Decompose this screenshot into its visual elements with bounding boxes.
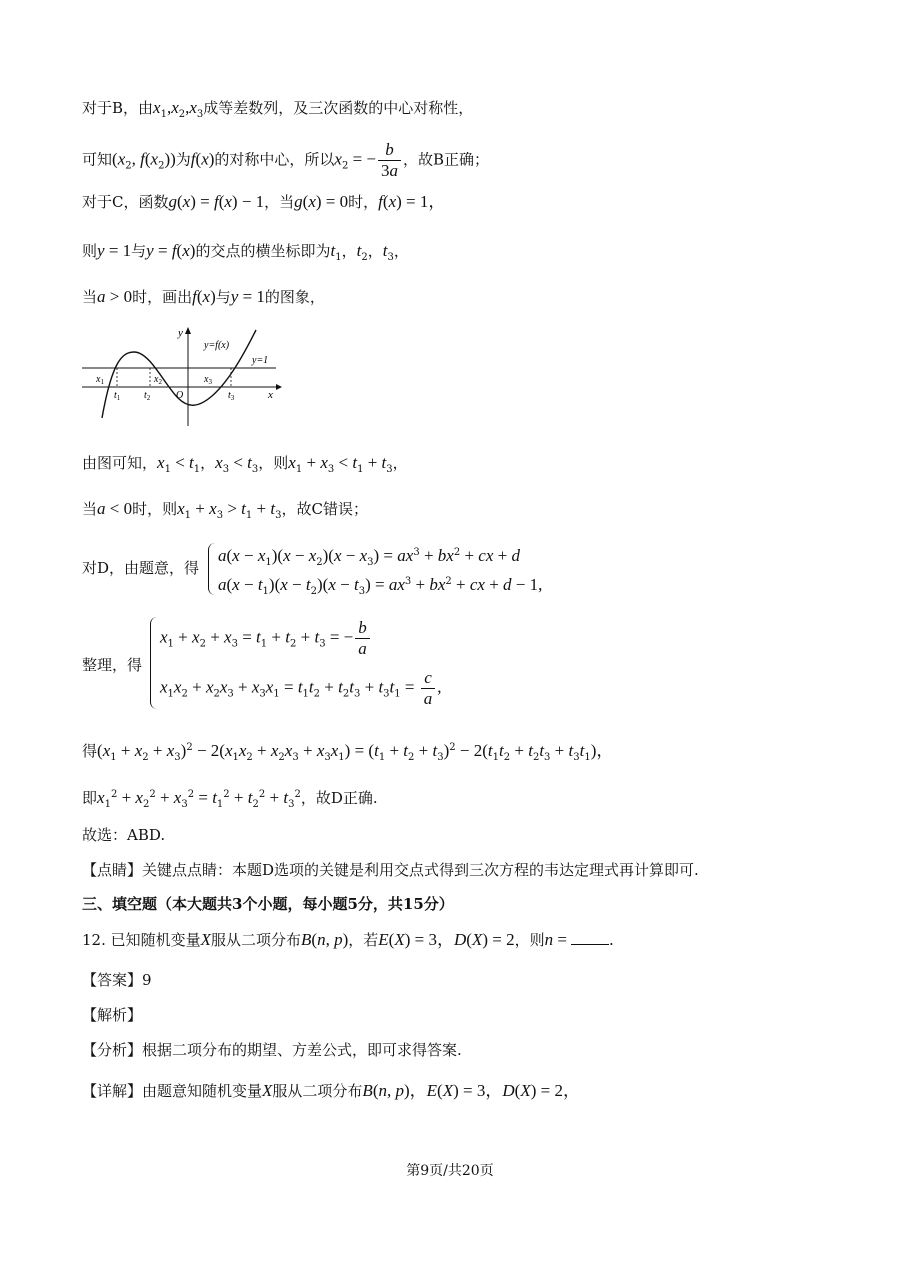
system-brace-1 xyxy=(208,543,215,595)
section-title: 三、填空题（本大题共3个小题，每小题5分，共15分） xyxy=(82,895,454,913)
function-graph xyxy=(80,322,285,430)
analysis-line: 【解析】 xyxy=(82,1006,143,1024)
t2-label: $t_2$ xyxy=(144,390,151,402)
product-equation: $x_1x_2 + x_2x_3 + x_3x_1 = t_1t_2 + t_2t_3 + t_3t_1$ = $\frac{c}{a}$ , xyxy=(160,668,442,708)
page-footer: 第9页/共20页 xyxy=(406,1163,494,1179)
curve-label: y=f(x) xyxy=(204,340,230,351)
line-c-negative: 当a < 0时，则$x_1 + x_3 > t_1 + t_3$，故C错误； xyxy=(82,499,368,521)
question-12: 12. 已知随机变量X服从二项分布B(n, p)，若E(X) = 3，D(X) = 2，则n = . xyxy=(82,930,614,949)
xiangjie-line: 【详解】由题意知随机变量X服从二项分布B(n, p)，E(X) = 3，D(X) = 2， xyxy=(82,1081,580,1100)
line-c-draw: 当a > 0时，画出f(x)与y = 1的图象， xyxy=(82,287,325,306)
line-b-conclusion: 可知($x_2$, $f(x_2)$)为f(x)的对称中心，所以$x_2$ = − $\frac{b}{3a}$ ，故B正确； xyxy=(82,140,490,180)
line-dianjing: 【点睛】关键点点睛：本题D选项的关键是利用交点式得到三次方程的韦达定理式再计算即可. xyxy=(82,861,699,879)
t3-label: $t_3$ xyxy=(228,390,235,402)
answer-line: 【答案】9 xyxy=(82,971,152,989)
cubic-curve xyxy=(102,330,256,418)
t1-label: $t_1$ xyxy=(114,390,121,402)
line-c-from-graph: 由图可知，$x_1 < t_1$，$x_3 < t_3$，则$x_1 + x_3 < t_1 + t_3$， xyxy=(82,453,408,475)
x2-label: $x_2$ xyxy=(154,374,162,386)
x-axis-arrow xyxy=(276,384,282,390)
line-arrange-label: 整理，得 xyxy=(82,656,143,674)
system-brace-2 xyxy=(150,617,157,709)
x1-label: $x_1$ xyxy=(96,374,104,386)
origin-label: O xyxy=(176,390,184,401)
line-b-intro: 对于B，由$x_1,x_2,x_3$成等差数列，及三次函数的中心对称性， xyxy=(82,98,474,120)
line-square-identity: 得$(x_1 + x_2 + x_3)^2 - 2(x_1x_2 + x_2x_3 + x_3x_1) = (t_1 + t_2 + t_3)^2 - 2(t_1t_2 + t_2t_3 + t_3t_1)$， xyxy=(82,741,614,763)
line-c-intersection: 则y = 1与y = f(x)的交点的横坐标即为$t_1$，$t_2$，$t_3$， xyxy=(82,241,409,263)
line-d-label: 对D，由题意，得 xyxy=(82,559,200,577)
y-axis-arrow xyxy=(185,327,191,334)
system-eq-2: $a(x - t_1)(x - t_2)(x - t_3) = ax^3 + bx^2$ + cx + d − 1, xyxy=(218,575,543,597)
line-choice: 故选：ABD. xyxy=(82,826,166,844)
x-axis-label: x xyxy=(268,389,273,401)
line-label: y=1 xyxy=(252,355,269,366)
line-d-conclusion: 即$x_1^2 + x_2^2 + x_3^2 = t_1^2 + t_2^2 + t_3^2$，故D正确. xyxy=(82,788,378,810)
sum-equation: $x_1 + x_2 + x_3 = t_1 + t_2 + t_3$ = − $\frac{b}{a}$ xyxy=(160,618,372,659)
y-axis-label: y xyxy=(178,327,183,339)
x3-label: $x_3$ xyxy=(204,374,212,386)
line-c-function: 对于C，函数g(x) = f(x) − 1，当g(x) = 0时，f(x) = 1， xyxy=(82,192,446,211)
system-eq-1: $a(x - x_1)(x - x_2)(x - x_3) = ax^3 + bx^2$ + cx + d xyxy=(218,546,520,568)
answer-blank xyxy=(571,930,609,945)
fenxi-line: 【分析】根据二项分布的期望、方差公式，即可求得答案. xyxy=(82,1041,462,1059)
